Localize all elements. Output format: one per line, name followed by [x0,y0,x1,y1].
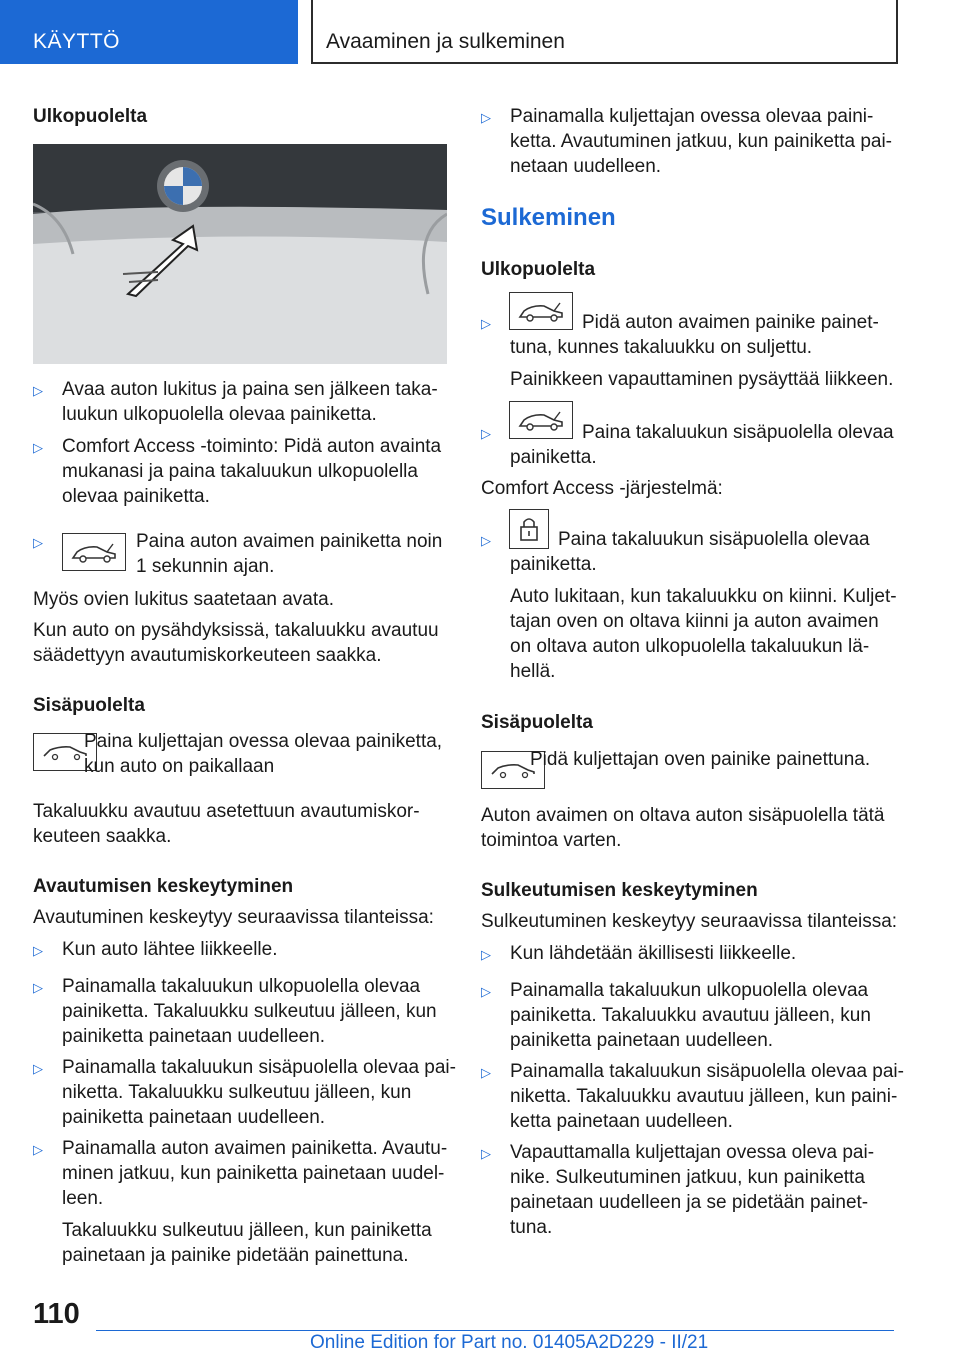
bullet-triangle-icon: ▷ [33,535,43,550]
heading-inside-closing: Sisäpuolelta [481,712,593,733]
list-item: Vapauttamalla kuljettajan ovessa oleva pai- nike. Sulkeutuminen jatkuu, kun painiketta painetaan uudelleen ja se pidetään painet- tuna. [510,1142,875,1238]
bullet-triangle-icon: ▷ [481,110,491,125]
doors-note: Myös ovien lukitus saatetaan avata. [33,589,335,610]
interrupt-intro: Avautuminen keskeytyy seuraavissa tilanteissa: [33,907,434,928]
key-hold-line2: tuna, kunnes takaluukku on suljettu. [510,337,813,358]
list-item: Painamalla takaluukun ulkopuolella olevaa painiketta. Takaluukku sulkeutuu jälleen, kun painiketta painetaan uudelleen. [62,976,437,1047]
bullet-triangle-icon: ▷ [33,1061,43,1076]
bullet-triangle-icon: ▷ [33,383,43,398]
section-label: KÄYTTÖ [33,30,121,53]
parked-note: Kun auto on pysähdyksissä, takaluukku avautuu säädettyyn avautumiskorkeuteen saakka. [33,620,439,666]
key-tailgate-button-icon [509,292,573,330]
comfort-label: Comfort Access -järjestelmä: [481,478,723,499]
key-hold-line1: Pidä auton avaimen painike painet- [582,312,879,333]
heading-outside-closing: Ulkopuolelta [481,259,596,280]
tailgate-photo [33,144,447,364]
edition-link[interactable]: Online Edition for Part no. 01405A2D229 - II/21 [310,1332,709,1353]
bullet-triangle-icon: ▷ [481,984,491,999]
key-tailgate-button-icon [62,533,126,571]
press-inside-line1: Paina takaluukun sisäpuolella olevaa [582,422,894,443]
bullet-triangle-icon: ▷ [481,426,491,441]
inside-hold: Pidä kuljettajan oven painike painettuna. [530,749,871,770]
heading-outside: Ulkopuolelta [33,106,148,127]
list-item: Painamalla takaluukun sisäpuolella olevaa pai- niketta. Takaluukku sulkeutuu jälleen, kun painiketta painetaan uudelleen. [62,1057,456,1128]
press-inside-line2: painiketta. [510,447,597,468]
interrupt-note: Takaluukku sulkeutuu jälleen, kun painiketta painetaan ja painike pidetään painettuna. [62,1220,432,1266]
list-item: Avaa auton lukitus ja paina sen jälkeen taka- luukun ulkopuolella olevaa painiketta. [62,379,438,425]
bullet-triangle-icon: ▷ [481,1146,491,1161]
list-item: Painamalla auton avaimen painiketta. Avautu- minen jatkuu, kun painiketta painetaan uudel- leen. [62,1138,448,1209]
bullet-triangle-icon: ▷ [33,440,43,455]
release-note: Painikkeen vapauttaminen pysäyttää liikkeen. [510,369,894,390]
list-item: Comfort Access -toiminto: Pidä auton avainta mukanasi ja paina takaluukun ulkopuolella olevaa painiketta. [62,436,442,507]
inside-instruction: Paina kuljettajan ovessa olevaa painiketta, kun auto on paikallaan [84,731,443,777]
lock-note: Auto lukitaan, kun takaluukku on kiinni. Kuljet- tajan oven on oltava kiinni ja auton avaimen on oltava auton ulkopuolella takaluukun lä- hellä. [510,586,897,682]
list-item: Kun lähdetään äkillisesti liikkeelle. [510,943,797,964]
heading-interrupt-closing: Sulkeutumisen keskeytyminen [481,880,758,901]
key-inside-note: Auton avaimen on oltava auton sisäpuolella tätä toimintoa varten. [481,805,885,851]
bullet-triangle-icon: ▷ [481,316,491,331]
inside-tailgate-button-icon [509,401,573,439]
chapter-header [311,0,898,64]
section-tab[interactable] [0,0,298,64]
list-item: Painamalla takaluukun ulkopuolella olevaa painiketta. Takaluukku avautuu jälleen, kun painiketta painetaan uudelleen. [510,980,871,1051]
chapter-title: Avaaminen ja sulkeminen [326,30,565,53]
list-item: Painamalla takaluukun sisäpuolella olevaa pai- niketta. Takaluukku avautuu jälleen, kun paini- ketta painetaan uudelleen. [510,1061,904,1132]
page-number: 110 [33,1298,80,1330]
list-item: Kun auto lähtee liikkeelle. [62,939,278,960]
bullet-triangle-icon: ▷ [33,943,43,958]
heading-interrupt: Avautumisen keskeytyminen [33,876,294,897]
bullet-triangle-icon: ▷ [33,980,43,995]
footer-divider [96,1330,894,1331]
lock-press-line2: painiketta. [510,554,597,575]
heading-closing: Sulkeminen [481,204,616,231]
opens-note: Takaluukku avautuu asetettuun avautumiskor- keuteen saakka. [33,801,420,847]
heading-inside: Sisäpuolelta [33,695,145,716]
bullet-triangle-icon: ▷ [481,533,491,548]
bullet-triangle-icon: ▷ [33,1142,43,1157]
lock-icon [509,509,549,549]
interrupt-intro-closing: Sulkeutuminen keskeytyy seuraavissa tilanteissa: [481,911,898,932]
bullet-triangle-icon: ▷ [481,947,491,962]
list-item: Painamalla kuljettajan ovessa olevaa paini- ketta. Avautuminen jatkuu, kun painiketta pai- netaan uudelleen. [510,106,893,177]
key-instruction: Paina auton avaimen painiketta noin 1 sekunnin ajan. [136,531,443,577]
lock-press-line1: Paina takaluukun sisäpuolella olevaa [558,529,870,550]
bullet-triangle-icon: ▷ [481,1065,491,1080]
